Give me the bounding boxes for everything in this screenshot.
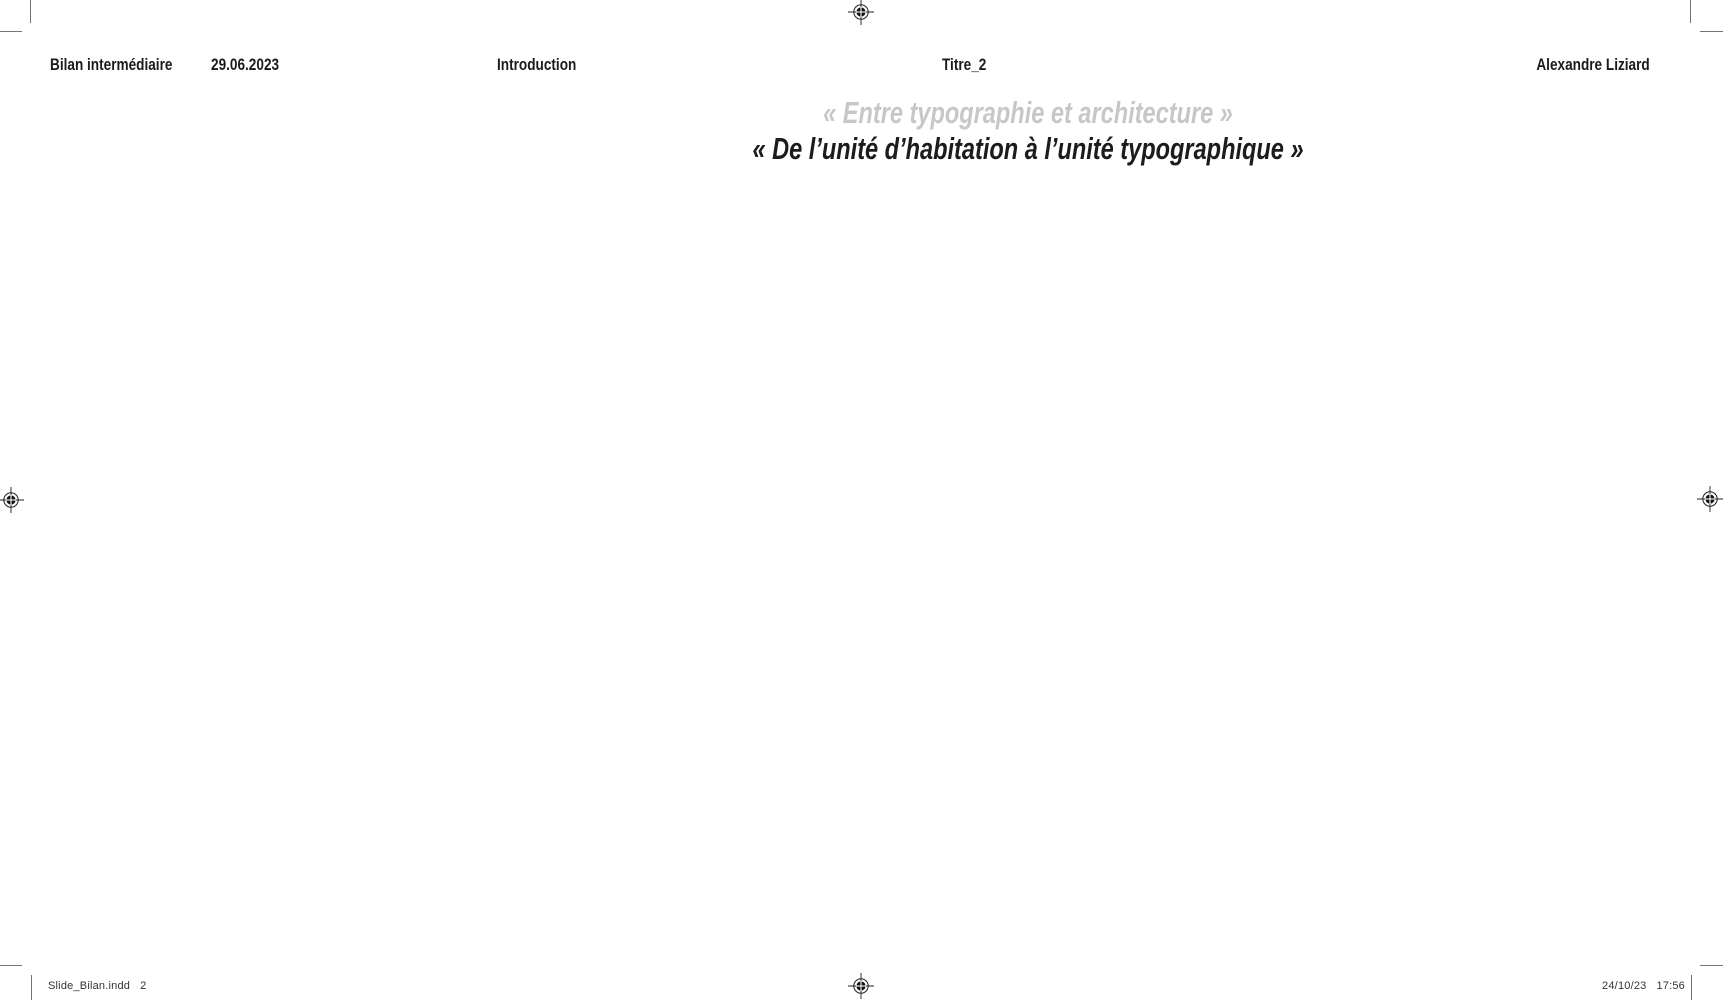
header-author: Alexandre Liziard: [1536, 55, 1650, 74]
slug-page-number: 2: [140, 980, 147, 992]
slug-print-date: 24/10/23: [1602, 980, 1647, 992]
crop-mark-top-right-horizontal: [1700, 31, 1723, 32]
slug-print-datetime: [1602, 981, 1685, 992]
slug-print-time: 17:56: [1656, 980, 1685, 992]
title-subtitle-muted: « Entre typographie et architecture »: [823, 95, 1233, 130]
crop-mark-bottom-left-horizontal: [0, 965, 22, 966]
header-doc-type: Bilan intermédiaire: [50, 55, 173, 74]
registration-mark-icon: [848, 0, 874, 25]
crop-mark-bottom-right-horizontal: [1700, 965, 1723, 966]
header-date: 29.06.2023: [211, 55, 280, 74]
header-section: Introduction: [497, 55, 577, 74]
slug-file-info: [48, 981, 146, 992]
slug-filename: Slide_Bilan.indd: [48, 980, 131, 992]
crop-mark-top-left-horizontal: [0, 31, 22, 32]
title-main: « De l’unité d’habitation à l’unité typographique »: [752, 131, 1304, 166]
registration-mark-icon: [1697, 486, 1723, 512]
crop-mark-bottom-right-vertical: [1691, 975, 1692, 1000]
crop-mark-top-right-vertical: [1690, 0, 1691, 23]
registration-mark-icon: [848, 973, 874, 999]
crop-mark-bottom-left-vertical: [31, 975, 32, 1000]
header-style-tag: Titre_2: [942, 55, 987, 74]
crop-mark-top-left-vertical: [30, 0, 31, 23]
registration-mark-icon: [0, 487, 24, 513]
